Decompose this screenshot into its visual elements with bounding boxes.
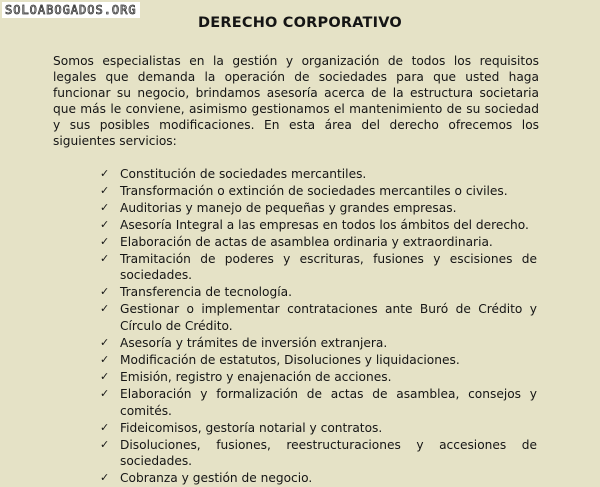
list-item-text: Asesoría Integral a las empresas en todos los ámbitos del derecho.	[120, 217, 529, 232]
list-item-text: Emisión, registro y enajenación de acciones.	[120, 369, 392, 384]
list-item-text: Transformación o extinción de sociedades mercantiles o civiles.	[120, 183, 508, 198]
list-item	[98, 183, 537, 200]
list-item	[98, 234, 537, 251]
intro-paragraph: Somos especialistas en la gestión y organización de todos los requisitos legales que demanda la operación de sociedades para que usted haga funcionar su negocio, brindamos asesoría acerca de la estructura societaria que más le conviene, asimismo gestionamos el mantenimiento de su sociedad y sus posibles modificaciones. En esta área del derecho ofrecemos los siguientes servicios:	[53, 54, 539, 148]
check-mark-icon: ✓	[100, 217, 110, 231]
check-mark-icon: ✓	[100, 420, 110, 434]
list-item	[98, 217, 537, 234]
list-item-text: Constitución de sociedades mercantiles.	[120, 167, 367, 181]
list-item	[98, 369, 537, 386]
list-item-text: Fideicomisos, gestoría notarial y contratos.	[120, 420, 383, 435]
list-item	[98, 200, 537, 217]
list-item-text: Cobranza y gestión de negocio.	[120, 471, 313, 486]
check-mark-icon: ✓	[100, 352, 110, 366]
check-mark-icon: ✓	[100, 336, 110, 350]
check-mark-icon: ✓	[100, 251, 110, 265]
list-item-text: Tramitación de poderes y escrituras, fusiones y escisiones de sociedades.	[120, 251, 537, 283]
list-item-text: Gestionar o implementar contrataciones ante Buró de Crédito y Círculo de Crédito.	[120, 302, 537, 334]
check-mark-icon: ✓	[100, 234, 110, 248]
list-item	[98, 470, 537, 487]
list-item-text: Transferencia de tecnología.	[120, 285, 292, 300]
list-item	[98, 166, 537, 183]
list-item	[98, 301, 537, 335]
list-item	[98, 335, 537, 352]
list-item-text: Disoluciones, fusiones, reestructuraciones y accesiones de sociedades.	[120, 437, 537, 469]
check-mark-icon: ✓	[100, 183, 110, 197]
check-mark-icon: ✓	[100, 471, 110, 485]
list-item	[98, 284, 537, 301]
list-item-text: Elaboración y formalización de actas de asamblea, consejos y comités.	[120, 386, 537, 418]
list-item	[98, 386, 537, 420]
list-item	[98, 352, 537, 369]
check-mark-icon: ✓	[100, 200, 110, 214]
list-item-text: Auditorias y manejo de pequeñas y grandes empresas.	[120, 200, 457, 215]
list-item	[98, 437, 537, 471]
check-mark-icon: ✓	[100, 285, 110, 299]
check-mark-icon: ✓	[100, 369, 110, 383]
page-title: DERECHO CORPORATIVO	[198, 15, 402, 31]
list-item-text: Asesoría y trámites de inversión extranjera.	[120, 336, 388, 351]
list-item-text: Elaboración de actas de asamblea ordinaria y extraordinaria.	[120, 234, 493, 249]
services-list	[98, 166, 537, 487]
watermark-logo: SOLOABOGADOS.ORG	[2, 2, 140, 18]
check-mark-icon: ✓	[100, 386, 110, 400]
list-item	[98, 420, 537, 437]
check-mark-icon: ✓	[100, 302, 110, 316]
check-mark-icon: ✓	[100, 167, 110, 180]
list-item	[98, 251, 537, 285]
list-item-text: Modificación de estatutos, Disoluciones y liquidaciones.	[120, 352, 460, 367]
check-mark-icon: ✓	[100, 437, 110, 451]
